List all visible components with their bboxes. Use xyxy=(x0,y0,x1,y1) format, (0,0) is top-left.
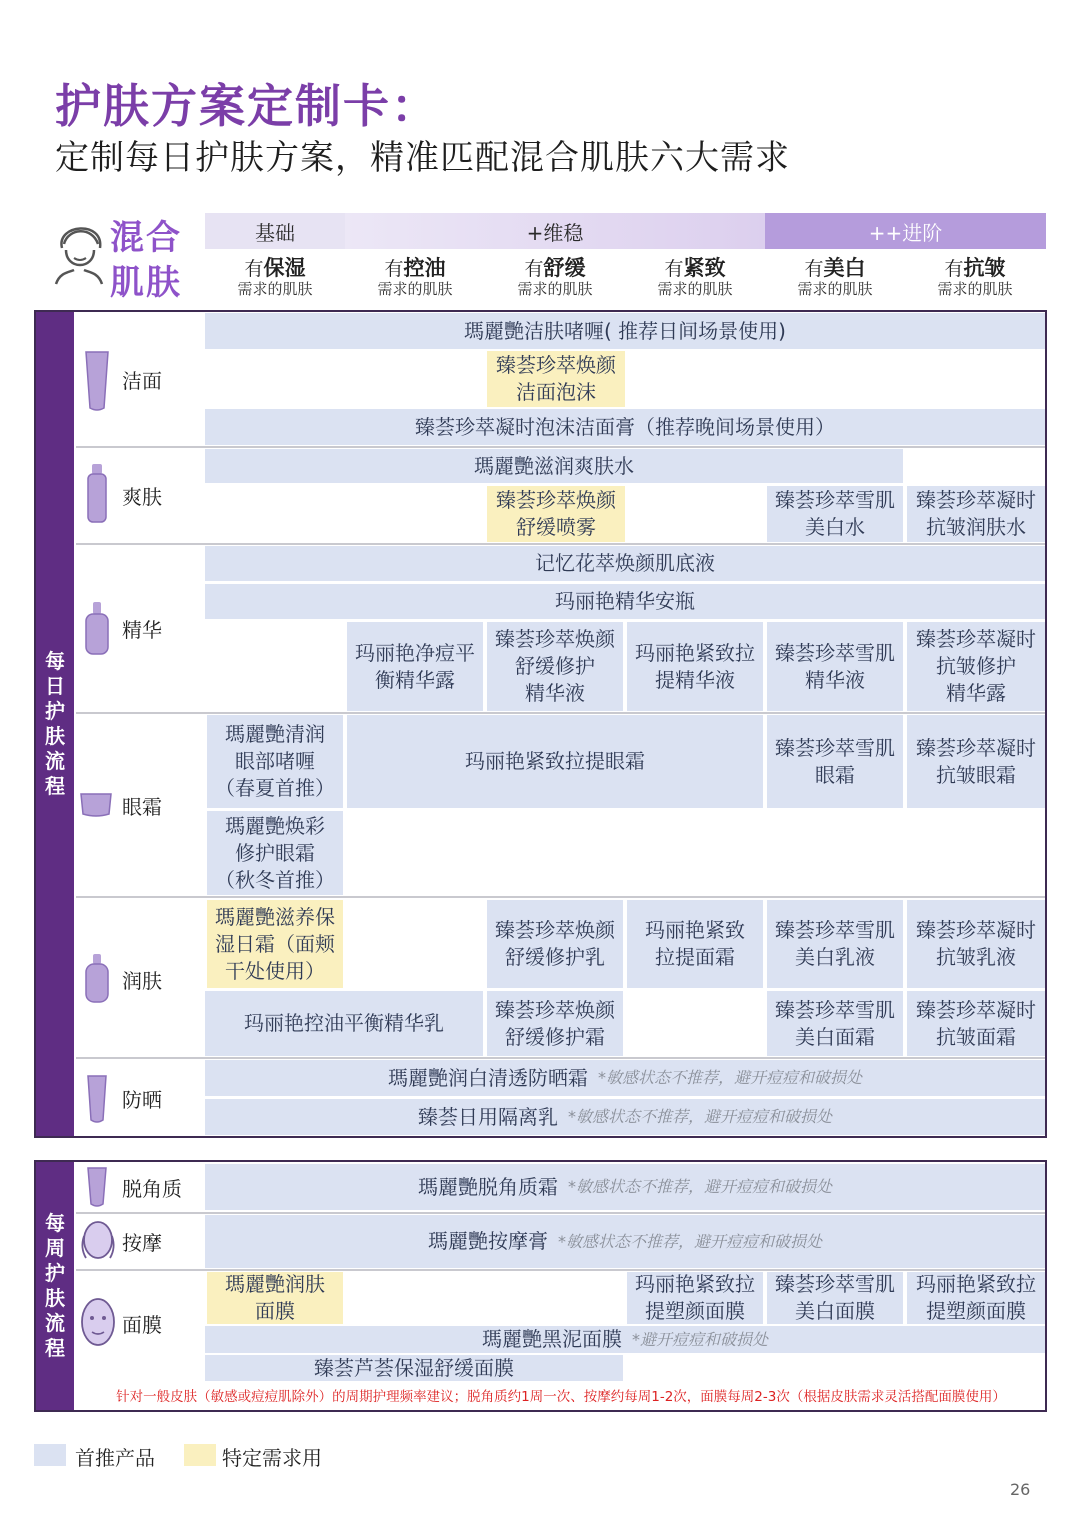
cleanser-tube-icon xyxy=(84,350,110,412)
product-cell: 臻荟珍萃焕颜 舒缓喷雾 xyxy=(487,486,625,542)
product-cell: 臻荟珍萃凝时 抗皱润肤水 xyxy=(907,486,1045,542)
skin-type-line1: 混合 xyxy=(110,218,182,258)
step-label-massage: 按摩 xyxy=(122,1230,162,1255)
product-cell: 瑪麗艷脱角质霜 *敏感状态不推荐，避开痘痘和破损处 xyxy=(205,1164,1045,1210)
product-cell: 臻荟珍萃凝时泡沫洁面膏（推荐晚间场景使用） xyxy=(205,409,1045,445)
step-label-cleanse: 洁面 xyxy=(122,368,162,393)
row-divider xyxy=(76,712,1045,714)
product-cell: 瑪麗艷滋养保 湿日霜（面颊 干处使用） xyxy=(207,900,343,988)
row-divider xyxy=(76,543,1045,545)
need-column-header: 有紧致 需求的肌肤 xyxy=(657,256,733,298)
sunscreen-tube-icon xyxy=(86,1074,108,1124)
product-cell: 瑪麗艷按摩膏 *敏感状态不推荐，避开痘痘和破损处 xyxy=(205,1215,1045,1268)
face-outline-icon xyxy=(52,214,108,286)
product-cell: 臻荟珍萃雪肌 眼霜 xyxy=(767,715,903,808)
product-cell: 臻荟珍萃雪肌 美白乳液 xyxy=(767,900,903,988)
need-column-header: 有保湿 需求的肌肤 xyxy=(237,256,313,298)
step-label-essence: 精华 xyxy=(122,617,162,642)
legend-label-primary: 首推产品 xyxy=(75,1446,155,1470)
daily-routine-sidebar: 每 日 护 肤 流 程 xyxy=(36,312,74,1136)
need-column-header: 有控油 需求的肌肤 xyxy=(377,256,453,298)
product-cell: 臻荟珍萃凝时 抗皱乳液 xyxy=(907,900,1045,988)
tier-basic: 基础 xyxy=(205,213,345,249)
product-cell: 臻荟珍萃焕颜 舒缓修护 精华液 xyxy=(487,622,623,711)
weekly-routine-sidebar: 每 周 护 肤 流 程 xyxy=(36,1162,74,1410)
step-label-sunscreen: 防晒 xyxy=(122,1087,162,1112)
toner-bottle-icon xyxy=(86,462,108,524)
product-cell: 臻荟珍萃凝时 抗皱面霜 xyxy=(907,991,1045,1056)
row-divider xyxy=(76,896,1045,898)
page-title: 护肤方案定制卡： xyxy=(55,79,439,133)
product-cell: 玛丽艳紧致拉 提塑颜面膜 xyxy=(907,1272,1045,1324)
product-cell: 玛丽艳净痘平 衡精华露 xyxy=(347,622,483,711)
product-cell: 瑪麗艷焕彩 修护眼霜 （秋冬首推） xyxy=(207,811,343,895)
product-cell: 瑪麗艷滋润爽肤水 xyxy=(205,449,903,483)
product-cell: 臻荟珍萃雪肌 精华液 xyxy=(767,622,903,711)
face-mask-icon xyxy=(80,1296,116,1348)
step-label-moisturize: 润肤 xyxy=(122,968,162,993)
product-cell: 记忆花萃焕颜肌底液 xyxy=(205,546,1045,581)
step-label-exfoliate: 脱角质 xyxy=(122,1176,182,1201)
need-column-header: 有美白 需求的肌肤 xyxy=(797,256,873,298)
tier-advanced: ++进阶 xyxy=(765,213,1046,249)
step-label-eye: 眼霜 xyxy=(122,794,162,819)
product-cell: 臻荟珍萃焕颜 洁面泡沫 xyxy=(487,351,625,407)
tier-stable: +维稳 xyxy=(345,213,765,249)
essence-dropper-icon xyxy=(84,600,110,656)
product-cell: 臻荟日用隔离乳 *敏感状态不推荐，避开痘痘和破损处 xyxy=(205,1099,1045,1135)
product-cell: 瑪麗艷清润 眼部啫喱 （春夏首推） xyxy=(207,715,343,808)
product-cell: 玛丽艳控油平衡精华乳 xyxy=(205,991,483,1056)
product-cell: 臻荟珍萃焕颜 舒缓修护霜 xyxy=(487,991,623,1056)
product-cell: 臻荟珍萃凝时 抗皱修护 精华露 xyxy=(907,622,1045,711)
step-label-mask: 面膜 xyxy=(122,1312,162,1337)
need-column-header: 有抗皱 需求的肌肤 xyxy=(937,256,1013,298)
lotion-bottle-icon xyxy=(84,952,110,1004)
product-cell: 臻荟珍萃凝时 抗皱眼霜 xyxy=(907,715,1045,808)
product-cell: 臻荟珍萃雪肌 美白面膜 xyxy=(767,1272,903,1324)
product-cell: 玛丽艳紧致 拉提面霜 xyxy=(627,900,763,988)
product-cell: 臻荟芦荟保湿舒缓面膜 xyxy=(205,1355,623,1381)
product-cell: 玛丽艳紧致拉 提精华液 xyxy=(627,622,763,711)
page-subtitle: 定制每日护肤方案，精准匹配混合肌肤六大需求 xyxy=(55,138,790,178)
massage-face-icon xyxy=(78,1218,118,1264)
exfoliant-tube-icon xyxy=(86,1166,108,1208)
row-divider xyxy=(76,1212,1045,1214)
product-cell: 瑪麗艷黑泥面膜 *避开痘痘和破损处 xyxy=(205,1326,1045,1353)
product-cell: 瑪麗艷洁肤啫喱( 推荐日间场景使用) xyxy=(205,313,1045,349)
product-cell: 玛丽艳紧致拉提眼霜 xyxy=(347,715,763,808)
page-number: 26 xyxy=(1010,1480,1031,1499)
product-cell: 瑪麗艷润白清透防晒霜 *敏感状态不推荐，避开痘痘和破损处 xyxy=(205,1060,1045,1096)
skin-type-line2: 肌肤 xyxy=(110,263,182,303)
weekly-frequency-footnote: 针对一般皮肤（敏感或痘痘肌除外）的周期护理频率建议；脱角质约1周一次、按摩约每周1-2次，面膜每周2-3次（根据皮肤需求灵活搭配面膜使用） xyxy=(116,1389,1006,1405)
product-cell: 臻荟珍萃雪肌 美白水 xyxy=(767,486,903,542)
step-label-toner: 爽肤 xyxy=(122,484,162,509)
product-cell: 臻荟珍萃焕颜 舒缓修护乳 xyxy=(487,900,623,988)
product-cell: 玛丽艳精华安瓶 xyxy=(205,584,1045,619)
eye-cream-jar-icon xyxy=(79,790,113,818)
row-divider xyxy=(76,1057,1045,1059)
product-cell: 玛丽艳紧致拉 提塑颜面膜 xyxy=(627,1272,763,1324)
product-cell: 臻荟珍萃雪肌 美白面霜 xyxy=(767,991,903,1056)
product-cell: 瑪麗艷润肤 面膜 xyxy=(207,1272,343,1324)
legend-swatch-primary xyxy=(34,1444,66,1466)
legend-label-special: 特定需求用 xyxy=(222,1446,322,1470)
row-divider xyxy=(76,446,1045,448)
legend-swatch-special xyxy=(184,1444,216,1466)
row-divider xyxy=(76,1269,1045,1271)
need-column-header: 有舒缓 需求的肌肤 xyxy=(517,256,593,298)
